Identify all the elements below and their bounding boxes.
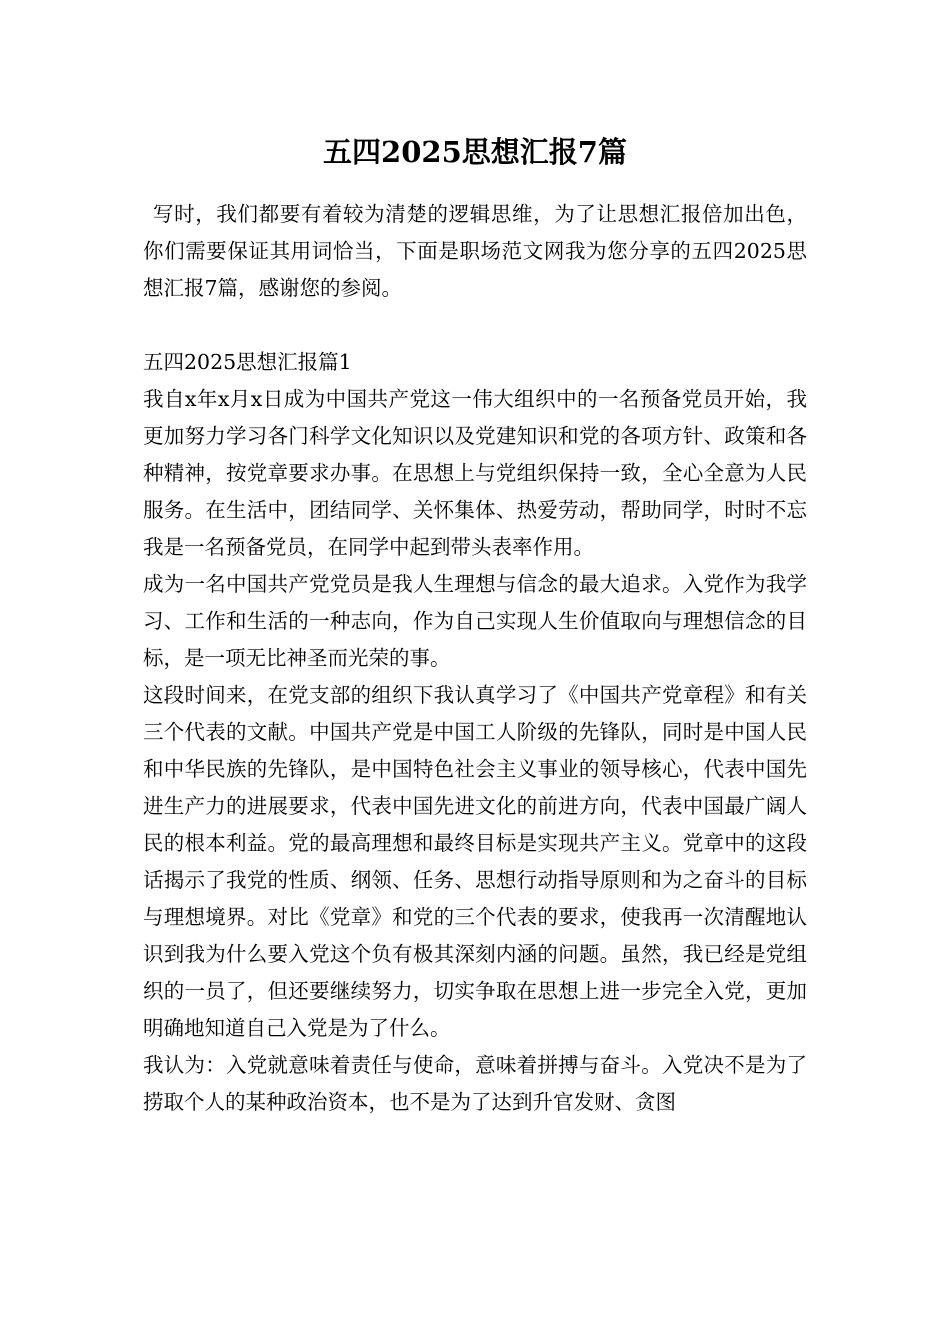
- intro-paragraph: 写时，我们都要有着较为清楚的逻辑思维，为了让思想汇报倍加出色，你们需要保证其用词恰当，下面是职场范文网我为您分享的五四2025思想汇报7篇，感谢您的参阅。: [143, 202, 807, 300]
- body-paragraph-1: 我自x年x月x日成为中国共产党这一伟大组织中的一名预备党员开始，我更加努力学习各门科学文化知识以及党建知识和党的各项方针、政策和各种精神，按党章要求办事。在思想上与党组织保持一致，全心全意为人民服务。在生活中，团结同学、关怀集体、热爱劳动，帮助同学，时时不忘我是一名预备党员，在同学中起到带头表率作用。: [143, 387, 807, 559]
- document-title: 五四2025思想汇报7篇: [323, 135, 627, 169]
- body-paragraph-3: 这段时间来，在党支部的组织下我认真学习了《中国共产党章程》和有关三个代表的文献。中国共产党是中国工人阶级的先锋队，同时是中国人民和中华民族的先锋队，是中国特色社会主义事业的领导核心，代表中国先进生产力的进展要求，代表中国先进文化的前进方向，代表中国最广阔人民的根本利益。党的最高理想和最终目标是实现共产主义。党章中的这段话揭示了我党的性质、纲领、任务、思想行动指导原则和为之奋斗的目标与理想境界。对比《党章》和党的三个代表的要求，使我再一次清醒地认识到我为什么要入党这个负有极其深刻内涵的问题。虽然，我已经是党组织的一员了，但还要继续努力，切实争取在思想上进一步完全入党，更加明确地知道自己入党是为了什么。: [143, 683, 807, 1040]
- document-body: [143, 196, 807, 1121]
- body-paragraph-4: 我认为：入党就意味着责任与使命，意味着拼搏与奋斗。入党决不是为了捞取个人的某种政治资本，也不是为了达到升官发财、贪图: [143, 1053, 807, 1114]
- section-heading: 五四2025思想汇报篇1: [143, 350, 352, 374]
- body-paragraph-2: 成为一名中国共产党党员是我人生理想与信念的最大追求。入党作为我学习、工作和生活的一种志向，作为自己实现人生价值取向与理想信念的目标，是一项无比神圣而光荣的事。: [143, 572, 807, 670]
- paragraph-spacer: [143, 307, 807, 344]
